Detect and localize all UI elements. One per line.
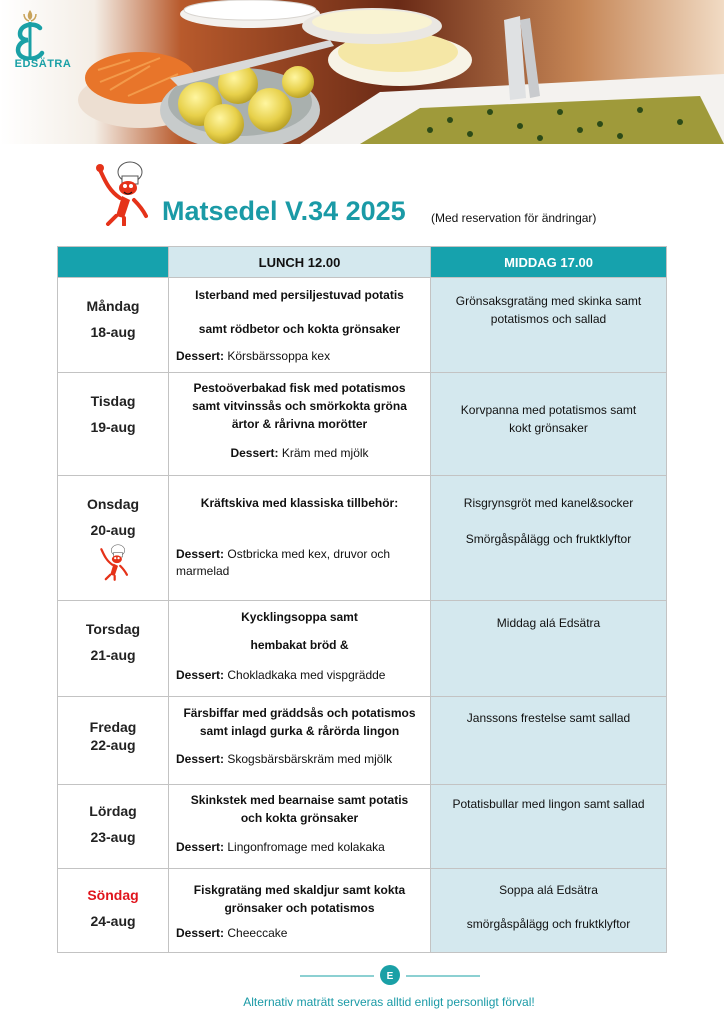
day-date: 18-aug	[90, 324, 136, 340]
day-name: Onsdag	[86, 496, 140, 512]
dinner-dish-line: Soppa alá Edsätra	[499, 883, 598, 897]
day-name: Måndag	[86, 298, 140, 314]
food-buffet-photo	[0, 0, 724, 144]
dessert-label: Dessert:	[176, 840, 225, 854]
dessert-text: Skogsbärsbärskräm med mjölk	[227, 752, 393, 766]
lunch-cell	[169, 476, 431, 601]
dinner-dish-line: potatismos och sallad	[490, 312, 607, 326]
lunch-dish-line: samt vitvinssås och smörkokta gröna	[192, 399, 407, 413]
dinner-cell	[431, 373, 667, 476]
page-subtitle: (Med reservation för ändringar)	[431, 211, 597, 225]
day-cell	[58, 373, 169, 476]
menu-table	[57, 246, 667, 953]
dinner-dish-line: smörgåspålägg och fruktklyftor	[466, 917, 631, 931]
lunch-cell	[169, 785, 431, 869]
dessert-line	[176, 667, 399, 684]
dessert-text: Kräm med mjölk	[281, 446, 369, 460]
lunch-cell	[169, 697, 431, 785]
dinner-dish-line: Risgrynsgröt med kanel&socker	[463, 496, 634, 510]
dinner-dish-line: Smörgåspålägg och fruktklyftor	[465, 532, 632, 546]
dessert-line	[176, 925, 301, 942]
header-day-cell	[58, 247, 169, 278]
dessert-label: Dessert:	[176, 926, 225, 940]
day-name-sunday: Söndag	[87, 887, 139, 903]
day-cell	[58, 785, 169, 869]
table-row	[58, 373, 667, 476]
day-name: Fredag	[89, 719, 137, 735]
day-cell	[58, 601, 169, 697]
dessert-line	[176, 348, 344, 365]
edsatra-e-icon	[10, 8, 50, 60]
dessert-text: Ostbricka med kex, druvor och marmelad	[176, 547, 391, 578]
dessert-label: Dessert:	[176, 349, 225, 363]
table-header-row	[58, 247, 667, 278]
dessert-label: Dessert:	[230, 446, 279, 460]
header-lunch: LUNCH 12.00	[169, 247, 431, 278]
day-cell	[58, 869, 169, 953]
chef-mascot-icon	[98, 542, 128, 582]
header-dinner: MIDDAG 17.00	[431, 247, 667, 278]
lunch-dish-line: hembakat bröd &	[250, 638, 349, 652]
lunch-dish-line: Isterband med persiljestuvad potatis	[195, 288, 404, 302]
dinner-cell	[431, 278, 667, 373]
dessert-line	[176, 751, 406, 768]
day-name: Torsdag	[85, 621, 141, 637]
table-row	[58, 278, 667, 373]
table-row	[58, 476, 667, 601]
table-row	[58, 785, 667, 869]
day-date: 20-aug	[90, 522, 136, 538]
table-row	[58, 869, 667, 953]
dinner-dish-line: Potatisbullar med lingon samt sallad	[452, 797, 645, 811]
lunch-dish-line: Fiskgratäng med skaldjur samt kokta	[193, 883, 406, 897]
dessert-text: Lingonfromage med kolakaka	[227, 840, 385, 854]
dinner-dish-line: Janssons frestelse samt sallad	[466, 711, 631, 725]
table-row	[58, 697, 667, 785]
day-date: 24-aug	[90, 913, 136, 929]
table-row	[58, 601, 667, 697]
dinner-dish-line: Korvpanna med potatismos samt	[460, 403, 637, 417]
dessert-text: Cheeccake	[227, 926, 288, 940]
footer-logo	[300, 964, 480, 988]
lunch-dish-line: samt rödbetor och kokta grönsaker	[198, 322, 401, 336]
lunch-dish-line: ärtor & rårivna morötter	[231, 417, 368, 431]
svg-text:E: E	[386, 971, 394, 982]
dinner-cell	[431, 785, 667, 869]
lunch-cell	[169, 373, 431, 476]
day-name: Tisdag	[90, 393, 136, 409]
lunch-dish-line: Färsbiffar med gräddsås och potatismos	[183, 706, 416, 720]
day-name: Lördag	[89, 803, 137, 819]
lunch-dish-line: Kräftskiva med klassiska tillbehör:	[200, 496, 399, 510]
footer-note: Alternativ maträtt serveras alltid enligt personligt förval!	[243, 995, 535, 1009]
day-cell	[58, 278, 169, 373]
lunch-dish-line: samt inlagd gurka & rårörda lingon	[199, 724, 400, 738]
day-date: 22-aug	[90, 737, 136, 753]
dinner-cell	[431, 476, 667, 601]
dessert-text: Chokladkaka med vispgrädde	[227, 668, 386, 682]
dinner-dish-line: Grönsaksgratäng med skinka samt	[455, 294, 642, 308]
lunch-cell	[169, 278, 431, 373]
dinner-dish-line: Middag alá Edsätra	[496, 616, 601, 630]
day-cell	[58, 476, 169, 601]
brand-name: EDSÄTRA	[14, 58, 72, 70]
dessert-line	[176, 839, 399, 856]
lunch-cell	[169, 869, 431, 953]
dessert-label: Dessert:	[176, 752, 225, 766]
page-title: Matsedel V.34 2025	[162, 196, 406, 226]
dinner-cell	[431, 601, 667, 697]
lunch-dish-line: Pestoöverbakad fisk med potatismos	[193, 381, 406, 395]
edsatra-logo	[10, 8, 76, 70]
day-date: 19-aug	[90, 419, 136, 435]
lunch-dish-line: grönsaker och potatismos	[224, 901, 375, 915]
dessert-text: Körsbärssoppa kex	[227, 349, 331, 363]
dinner-cell	[431, 869, 667, 953]
day-cell	[58, 697, 169, 785]
chef-mascot-icon	[94, 160, 148, 226]
lunch-cell	[169, 601, 431, 697]
day-date: 23-aug	[90, 829, 136, 845]
dessert-line	[176, 546, 430, 580]
header-photo-banner	[0, 0, 724, 144]
lunch-dish-line: och kokta grönsaker	[240, 811, 359, 825]
dinner-cell	[431, 697, 667, 785]
dessert-line	[169, 445, 430, 462]
lunch-dish-line: Kycklingsoppa samt	[241, 610, 358, 624]
lunch-dish-line: Skinkstek med bearnaise samt potatis	[190, 793, 409, 807]
day-date: 21-aug	[90, 647, 136, 663]
dinner-dish-line: kokt grönsaker	[509, 421, 588, 435]
dessert-label: Dessert:	[176, 668, 225, 682]
dessert-label: Dessert:	[176, 547, 225, 561]
